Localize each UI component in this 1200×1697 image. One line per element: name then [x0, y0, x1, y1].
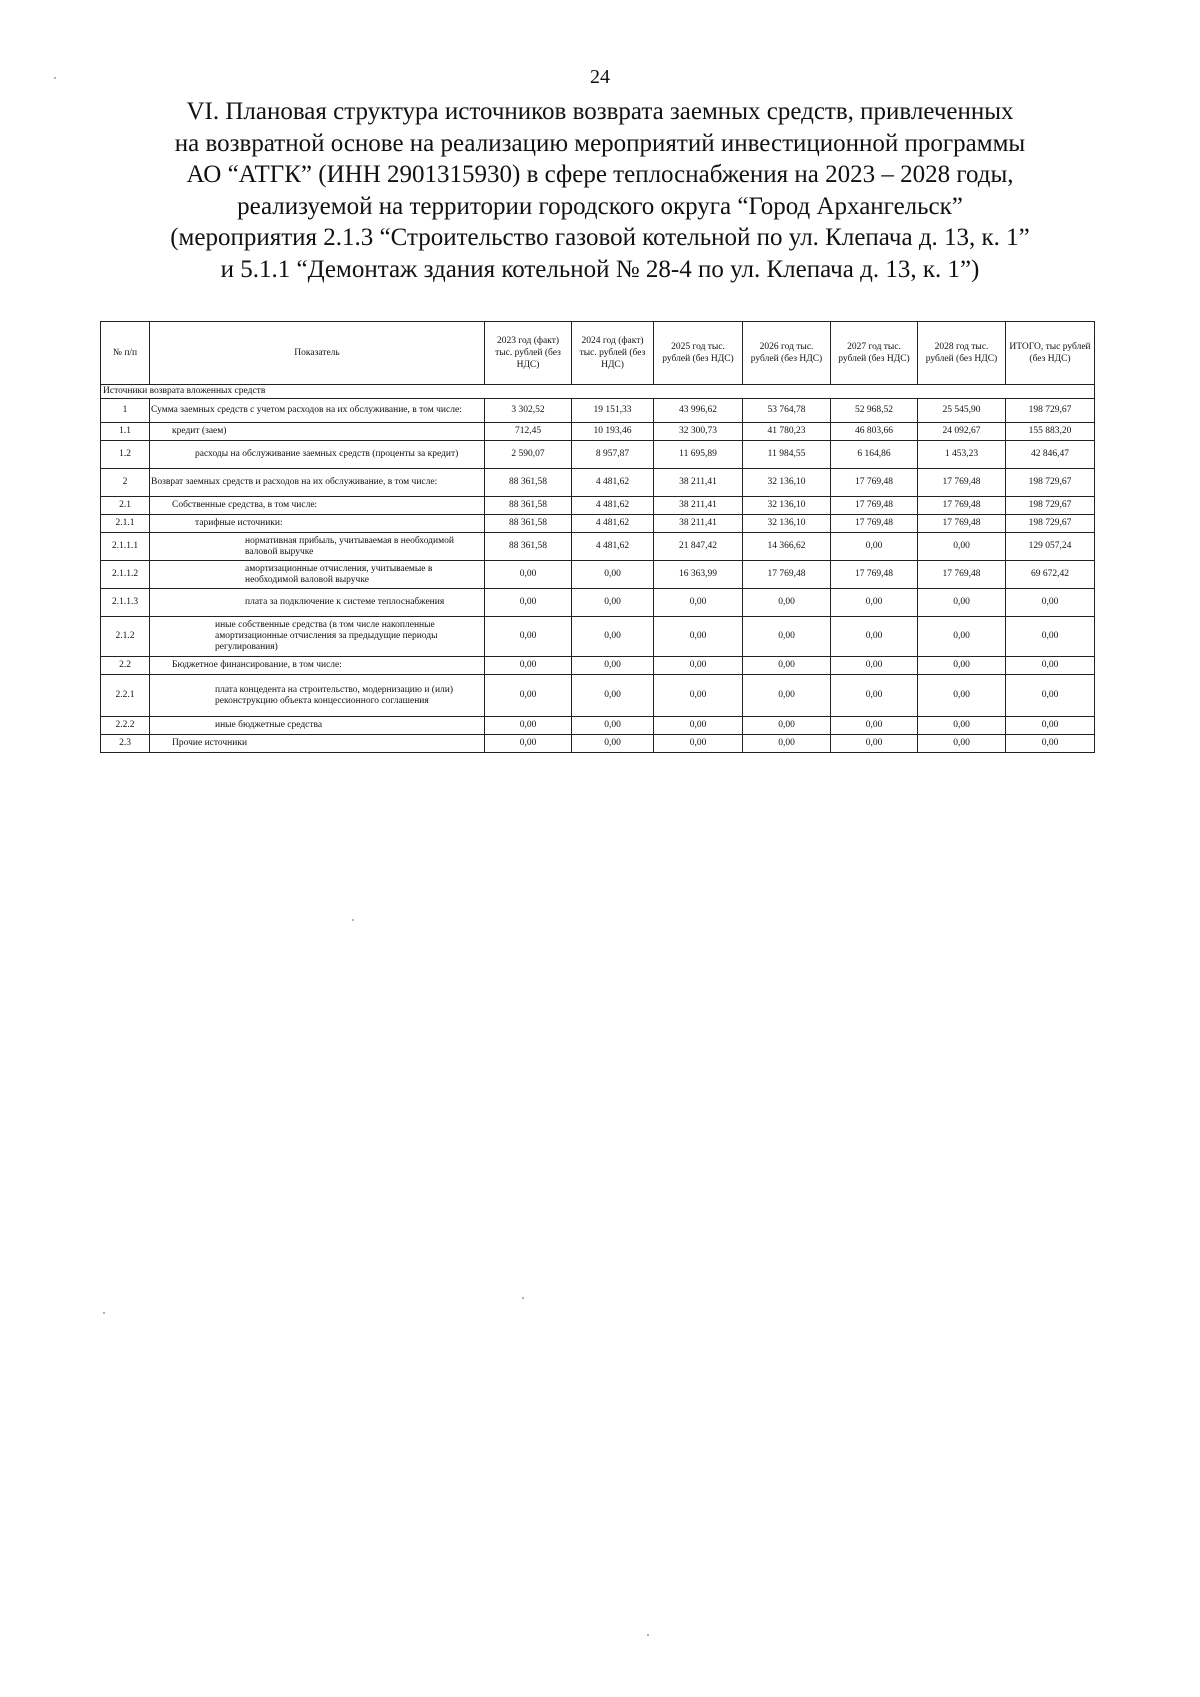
value-2024: 4 481,62	[572, 497, 654, 515]
table-row	[101, 657, 1095, 675]
value-total: 42 846,47	[1006, 441, 1095, 469]
value-total: 155 883,20	[1006, 423, 1095, 441]
value-2024: 0,00	[572, 617, 654, 657]
value-2025: 38 211,41	[654, 515, 743, 533]
table-row	[101, 469, 1095, 497]
column-header-2023: 2023 год (факт) тыс. рублей (без НДС)	[485, 322, 572, 385]
table-row	[101, 515, 1095, 533]
value-2026: 0,00	[743, 657, 831, 675]
value-2027: 0,00	[831, 533, 918, 561]
column-header-number: № п/п	[101, 322, 150, 385]
value-2026: 53 764,78	[743, 399, 831, 423]
value-2026: 11 984,55	[743, 441, 831, 469]
value-2025: 38 211,41	[654, 469, 743, 497]
value-2028: 0,00	[918, 589, 1006, 617]
row-indicator: Собственные средства, в том числе:	[150, 497, 485, 515]
row-code: 2.2.1	[101, 675, 150, 717]
value-2028: 17 769,48	[918, 497, 1006, 515]
value-2027: 52 968,52	[831, 399, 918, 423]
value-2028: 17 769,48	[918, 515, 1006, 533]
value-2024: 10 193,46	[572, 423, 654, 441]
scan-speck	[54, 77, 56, 79]
sources-table	[100, 321, 1095, 753]
value-2028: 25 545,90	[918, 399, 1006, 423]
row-code: 2.1	[101, 497, 150, 515]
value-2025: 21 847,42	[654, 533, 743, 561]
value-2028: 24 092,67	[918, 423, 1006, 441]
row-code: 2.2	[101, 657, 150, 675]
value-2027: 17 769,48	[831, 561, 918, 589]
value-2028: 1 453,23	[918, 441, 1006, 469]
value-2023: 88 361,58	[485, 515, 572, 533]
value-2026: 0,00	[743, 589, 831, 617]
value-2023: 0,00	[485, 617, 572, 657]
value-2026: 41 780,23	[743, 423, 831, 441]
row-code: 1.2	[101, 441, 150, 469]
value-2024: 0,00	[572, 657, 654, 675]
value-2026: 32 136,10	[743, 515, 831, 533]
row-code: 2.1.1.3	[101, 589, 150, 617]
row-indicator: Сумма заемных средств с учетом расходов на их обслуживание, в том числе:	[150, 399, 485, 423]
value-2024: 4 481,62	[572, 515, 654, 533]
section-row	[101, 385, 1095, 399]
row-code: 2.3	[101, 735, 150, 753]
value-2027: 17 769,48	[831, 497, 918, 515]
page-number: 24	[590, 66, 610, 88]
column-header-2024: 2024 год (факт) тыс. рублей (без НДС)	[572, 322, 654, 385]
value-2023: 0,00	[485, 675, 572, 717]
value-2025: 0,00	[654, 589, 743, 617]
value-2024: 0,00	[572, 561, 654, 589]
value-2027: 6 164,86	[831, 441, 918, 469]
row-indicator: Бюджетное финансирование, в том числе:	[150, 657, 485, 675]
row-indicator: амортизационные отчисления, учитываемые в необходимой валовой выручке	[150, 561, 485, 589]
row-indicator: плата за подключение к системе теплоснабжения	[150, 589, 485, 617]
value-2027: 0,00	[831, 735, 918, 753]
value-2028: 0,00	[918, 717, 1006, 735]
value-2025: 0,00	[654, 617, 743, 657]
scan-speck	[103, 1312, 105, 1314]
row-indicator: Возврат заемных средств и расходов на их обслуживание, в том числе:	[150, 469, 485, 497]
row-code: 2.1.1.1	[101, 533, 150, 561]
row-code: 1.1	[101, 423, 150, 441]
value-2024: 0,00	[572, 675, 654, 717]
column-header-2027: 2027 год тыс. рублей (без НДС)	[831, 322, 918, 385]
value-2028: 17 769,48	[918, 469, 1006, 497]
value-2027: 0,00	[831, 717, 918, 735]
row-code: 2	[101, 469, 150, 497]
value-2023: 3 302,52	[485, 399, 572, 423]
row-indicator: тарифные источники:	[150, 515, 485, 533]
document-title	[100, 96, 1100, 285]
table-row	[101, 423, 1095, 441]
table-row	[101, 399, 1095, 423]
value-2023: 0,00	[485, 561, 572, 589]
value-2024: 0,00	[572, 717, 654, 735]
row-code: 2.2.2	[101, 717, 150, 735]
row-code: 2.1.1	[101, 515, 150, 533]
title-line: на возвратной основе на реализацию мероприятий инвестиционной программы	[174, 129, 1026, 157]
column-header-2026: 2026 год тыс. рублей (без НДС)	[743, 322, 831, 385]
value-2024: 4 481,62	[572, 469, 654, 497]
value-2027: 0,00	[831, 589, 918, 617]
column-header-2025: 2025 год тыс. рублей (без НДС)	[654, 322, 743, 385]
value-2023: 0,00	[485, 717, 572, 735]
value-total: 198 729,67	[1006, 469, 1095, 497]
value-2023: 88 361,58	[485, 497, 572, 515]
column-header-indicator: Показатель	[150, 322, 485, 385]
value-2028: 0,00	[918, 617, 1006, 657]
value-2025: 0,00	[654, 657, 743, 675]
scan-speck	[352, 919, 354, 921]
row-indicator: кредит (заем)	[150, 423, 485, 441]
value-2025: 11 695,89	[654, 441, 743, 469]
value-total: 0,00	[1006, 589, 1095, 617]
value-2023: 88 361,58	[485, 469, 572, 497]
scan-speck	[647, 1634, 649, 1636]
value-2023: 2 590,07	[485, 441, 572, 469]
value-2026: 0,00	[743, 735, 831, 753]
value-2024: 8 957,87	[572, 441, 654, 469]
row-indicator: Прочие источники	[150, 735, 485, 753]
value-2026: 32 136,10	[743, 469, 831, 497]
value-total: 0,00	[1006, 735, 1095, 753]
table-row	[101, 735, 1095, 753]
column-header-total: ИТОГО, тыс рублей (без НДС)	[1006, 322, 1095, 385]
value-total: 0,00	[1006, 657, 1095, 675]
value-2023: 0,00	[485, 589, 572, 617]
value-2027: 0,00	[831, 675, 918, 717]
row-indicator: иные бюджетные средства	[150, 717, 485, 735]
value-2023: 0,00	[485, 657, 572, 675]
value-2023: 0,00	[485, 735, 572, 753]
table-row	[101, 717, 1095, 735]
value-2027: 46 803,66	[831, 423, 918, 441]
title-line: VI. Плановая структура источников возврата заемных средств, привлеченных	[186, 98, 1014, 125]
value-2028: 17 769,48	[918, 561, 1006, 589]
table-row	[101, 589, 1095, 617]
value-2023: 712,45	[485, 423, 572, 441]
value-2025: 38 211,41	[654, 497, 743, 515]
row-code: 2.1.2	[101, 617, 150, 657]
table-row	[101, 533, 1095, 561]
value-2027: 17 769,48	[831, 515, 918, 533]
value-2024: 0,00	[572, 589, 654, 617]
value-total: 198 729,67	[1006, 515, 1095, 533]
value-2025: 0,00	[654, 675, 743, 717]
row-indicator: нормативная прибыль, учитываемая в необходимой валовой выручке	[150, 533, 485, 561]
value-2026: 0,00	[743, 675, 831, 717]
value-2027: 0,00	[831, 617, 918, 657]
value-2028: 0,00	[918, 735, 1006, 753]
value-total: 198 729,67	[1006, 399, 1095, 423]
title-line: реализуемой на территории городского округа “Город Архангельск”	[237, 192, 963, 220]
value-total: 129 057,24	[1006, 533, 1095, 561]
value-total: 0,00	[1006, 717, 1095, 735]
value-total: 0,00	[1006, 675, 1095, 717]
row-indicator: плата концедента на строительство, модернизацию и (или) реконструкцию объекта концессионного соглашения	[150, 675, 485, 717]
section-label: Источники возврата вложенных средств	[101, 385, 1095, 399]
column-header-2028: 2028 год тыс. рублей (без НДС)	[918, 322, 1006, 385]
row-indicator: расходы на обслуживание заемных средств (проценты за кредит)	[150, 441, 485, 469]
value-total: 198 729,67	[1006, 497, 1095, 515]
title-line: (мероприятия 2.1.3 “Строительство газовой котельной по ул. Клепача д. 13, к. 1”	[170, 224, 1030, 251]
row-indicator: иные собственные средства (в том числе накопленные амортизационные отчисления за предыдущие периоды регулирования)	[150, 617, 485, 657]
title-line: и 5.1.1 “Демонтаж здания котельной № 28-4 по ул. Клепача д. 13, к. 1”)	[220, 255, 980, 283]
value-2024: 19 151,33	[572, 399, 654, 423]
table-row	[101, 617, 1095, 657]
table-header-row	[101, 322, 1095, 385]
value-2025: 0,00	[654, 735, 743, 753]
value-total: 69 672,42	[1006, 561, 1095, 589]
value-2026: 17 769,48	[743, 561, 831, 589]
value-2025: 32 300,73	[654, 423, 743, 441]
row-code: 1	[101, 399, 150, 423]
value-total: 0,00	[1006, 617, 1095, 657]
table-row	[101, 441, 1095, 469]
value-2028: 0,00	[918, 675, 1006, 717]
value-2026: 14 366,62	[743, 533, 831, 561]
value-2024: 0,00	[572, 735, 654, 753]
table-row	[101, 675, 1095, 717]
value-2027: 0,00	[831, 657, 918, 675]
title-line: АО “АТГК” (ИНН 2901315930) в сфере теплоснабжения на 2023 – 2028 годы,	[186, 161, 1014, 188]
value-2026: 0,00	[743, 617, 831, 657]
table-row	[101, 497, 1095, 515]
value-2023: 88 361,58	[485, 533, 572, 561]
table-row	[101, 561, 1095, 589]
value-2024: 4 481,62	[572, 533, 654, 561]
value-2025: 0,00	[654, 717, 743, 735]
scan-speck	[522, 1297, 524, 1299]
value-2025: 43 996,62	[654, 399, 743, 423]
value-2026: 32 136,10	[743, 497, 831, 515]
value-2027: 17 769,48	[831, 469, 918, 497]
value-2028: 0,00	[918, 657, 1006, 675]
row-code: 2.1.1.2	[101, 561, 150, 589]
value-2028: 0,00	[918, 533, 1006, 561]
value-2025: 16 363,99	[654, 561, 743, 589]
value-2026: 0,00	[743, 717, 831, 735]
